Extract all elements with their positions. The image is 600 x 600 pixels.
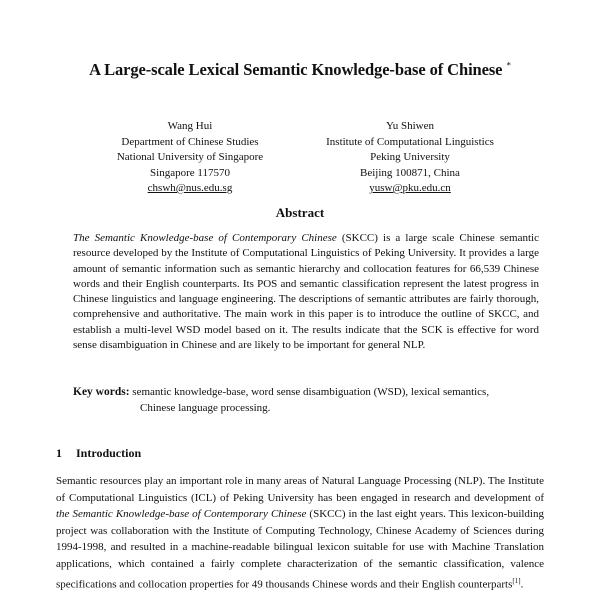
author-dept: Department of Chinese Studies <box>121 135 259 148</box>
keywords-line-1: semantic knowledge-base, word sense disambiguation (WSD), lexical semantics, <box>132 386 490 398</box>
author-location: Singapore 117570 <box>150 166 230 179</box>
section-italic-title: the Semantic Knowledge-base of Contemporary Chinese <box>56 508 307 521</box>
abstract-italic-title: The Semantic Knowledge-base of Contemporary Chinese <box>73 232 337 244</box>
author-institution: Peking University <box>370 151 450 163</box>
section-body <box>56 473 544 593</box>
section-number: 1 <box>56 446 62 460</box>
section-text-end: . <box>520 578 524 591</box>
keywords-line-2: Chinese language processing. <box>140 401 271 414</box>
section-text-1: Semantic resources play an important role in many areas of Natural Language Processing (NLP). The Institute of Computational Linguistics (ICL) of Peking University has been engaged in research and development of <box>56 475 544 504</box>
author-email[interactable]: chswh@nus.edu.sg <box>147 182 233 194</box>
author-location: Beijing 100871, China <box>360 166 460 179</box>
author-block-1 <box>70 119 310 197</box>
abstract-heading: Abstract <box>275 205 325 220</box>
author-block-2 <box>290 119 530 197</box>
section-heading <box>56 446 141 461</box>
author-email[interactable]: yusw@pku.edu.cn <box>369 182 451 194</box>
author-dept: Institute of Computational Linguistics <box>326 135 494 148</box>
author-institution: National University of Singapore <box>116 151 264 163</box>
author-name: Wang Hui <box>167 120 213 132</box>
abstract-text: (SKCC) is a large scale Chinese semantic resource developed by the Institute of Computational Linguistics of Peking University. It provides a large amount of semantic information such as semantic hierarchy and collocation features for 66,539 Chinese words and their English counterparts. Its POS and semantic classification represent the latest progress in Chinese linguistics and language engineering. The descriptions of semantic attributes are fairly thorough, comprehensive and authoritative. The main work in this paper is to introduce the outline of SKCC, and establish a multi-level WSD model based on it. The results indicate that the SCK is effective for word sense disambiguation in Chinese and are likely to be important for general NLP. <box>73 232 539 352</box>
abstract-body <box>73 231 539 353</box>
keywords <box>73 385 539 416</box>
section-text-2: (SKCC) in the last eight years. This lexicon-building project was collaboration with the Institute of Computing Technology, Chinese Academy of Sciences during 1994-1998, and resulted in a machine-readable bilingual lexicon suitable for use with Machine Translation applications, which contained a fairly complete characterization of the semantic classification, valence specifications and collocation properties for 49 thousands Chinese words and their English counterparts <box>56 508 544 591</box>
title-text: A Large-scale Lexical Semantic Knowledge-base of Chinese <box>89 60 503 79</box>
citation-ref[interactable]: [1] <box>512 576 521 585</box>
author-name: Yu Shiwen <box>386 120 434 132</box>
keywords-label: Key words: <box>73 386 130 398</box>
title-footnote-mark: * <box>506 60 511 71</box>
section-title: Introduction <box>76 446 142 460</box>
paper-title <box>0 60 600 80</box>
